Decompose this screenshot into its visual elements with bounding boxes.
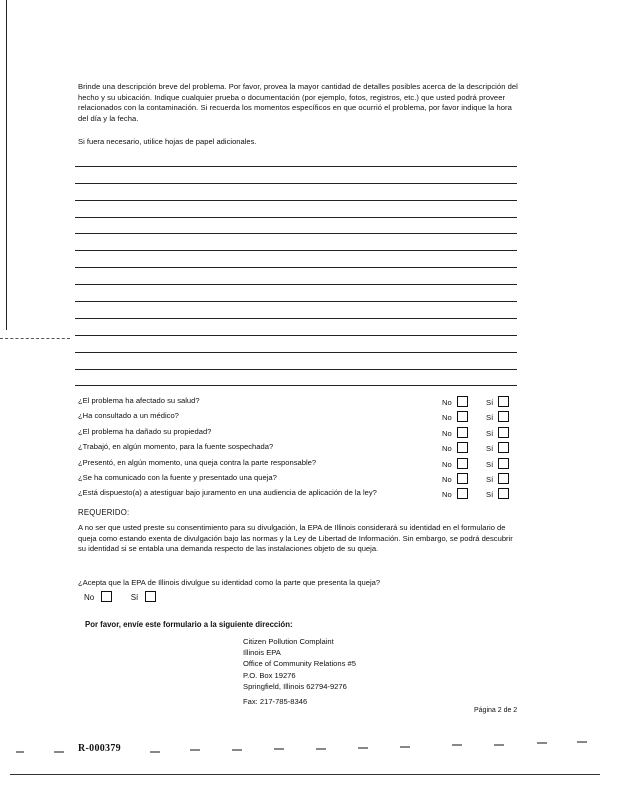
consent-si-checkbox[interactable] bbox=[145, 591, 156, 602]
no-option bbox=[442, 396, 468, 407]
si-checkbox[interactable] bbox=[498, 427, 509, 438]
address-line: Illinois EPA bbox=[243, 648, 281, 658]
no-label: No bbox=[442, 444, 452, 454]
fax-number: Fax: 217-785-8346 bbox=[243, 697, 308, 706]
left-margin-rule bbox=[6, 0, 7, 330]
answer-line[interactable] bbox=[75, 268, 517, 285]
question-row bbox=[78, 440, 518, 455]
question-row bbox=[78, 471, 518, 486]
no-option bbox=[442, 411, 468, 422]
description-answer-area[interactable] bbox=[75, 150, 517, 386]
answer-line[interactable] bbox=[75, 218, 517, 235]
answer-line[interactable] bbox=[75, 234, 517, 251]
si-option bbox=[486, 396, 509, 407]
no-checkbox[interactable] bbox=[457, 458, 468, 469]
question-text: ¿Se ha comunicado con la fuente y presentado una queja? bbox=[78, 472, 277, 482]
question-text: ¿Presentó, en algún momento, una queja contra la parte responsable? bbox=[78, 457, 317, 467]
si-checkbox[interactable] bbox=[498, 442, 509, 453]
si-label: Sí bbox=[486, 428, 494, 438]
si-label: Sí bbox=[486, 459, 494, 469]
no-checkbox[interactable] bbox=[457, 427, 468, 438]
answer-line[interactable] bbox=[75, 285, 517, 302]
consent-no-checkbox[interactable] bbox=[101, 591, 112, 602]
si-label: Sí bbox=[486, 413, 494, 423]
si-option bbox=[486, 427, 509, 438]
page-number: Página 2 de 2 bbox=[474, 707, 518, 714]
si-option bbox=[486, 488, 509, 499]
no-checkbox[interactable] bbox=[457, 396, 468, 407]
si-checkbox[interactable] bbox=[498, 396, 509, 407]
no-option bbox=[442, 488, 468, 499]
si-label: Sí bbox=[486, 474, 494, 484]
no-checkbox[interactable] bbox=[457, 411, 468, 422]
yes-no-questions bbox=[78, 394, 518, 502]
address-line: Office of Community Relations #5 bbox=[243, 659, 356, 669]
answer-line[interactable] bbox=[75, 201, 517, 218]
no-option bbox=[442, 458, 468, 469]
si-checkbox[interactable] bbox=[498, 411, 509, 422]
answer-line[interactable] bbox=[75, 370, 517, 387]
question-row bbox=[78, 394, 518, 409]
question-row bbox=[78, 486, 518, 501]
document-code: R-000379 bbox=[78, 743, 121, 754]
answer-line[interactable] bbox=[75, 302, 517, 319]
scan-dash-mark bbox=[0, 338, 70, 339]
no-option bbox=[442, 473, 468, 484]
si-checkbox[interactable] bbox=[498, 488, 509, 499]
no-option bbox=[442, 427, 468, 438]
answer-line[interactable] bbox=[75, 167, 517, 184]
consent-options bbox=[84, 591, 156, 602]
question-row bbox=[78, 425, 518, 440]
si-label: Sí bbox=[486, 444, 494, 454]
answer-line[interactable] bbox=[75, 336, 517, 353]
si-option bbox=[486, 473, 509, 484]
no-checkbox[interactable] bbox=[457, 488, 468, 499]
answer-line[interactable] bbox=[75, 184, 517, 201]
address-line: Springfield, Illinois 62794-9276 bbox=[243, 681, 347, 691]
answer-line[interactable] bbox=[75, 319, 517, 336]
mailing-instructions: Por favor, envíe este formulario a la siguiente dirección: bbox=[85, 620, 293, 629]
mailing-address bbox=[243, 636, 356, 692]
answer-line[interactable] bbox=[75, 251, 517, 268]
question-text: ¿Ha consultado a un médico? bbox=[78, 411, 179, 421]
consent-question: ¿Acepta que la EPA de Illinois divulgue su identidad como la parte que presenta la queja? bbox=[78, 578, 381, 587]
si-checkbox[interactable] bbox=[498, 473, 509, 484]
question-text: ¿El problema ha dañado su propiedad? bbox=[78, 426, 212, 436]
answer-line[interactable] bbox=[75, 150, 517, 167]
si-option bbox=[486, 411, 509, 422]
address-line: Citizen Pollution Complaint bbox=[243, 637, 334, 646]
question-text: ¿Está dispuesto(a) a atestiguar bajo juramento en una audiencia de aplicación de la ley? bbox=[78, 488, 377, 498]
no-label: No bbox=[442, 490, 452, 500]
si-checkbox[interactable] bbox=[498, 458, 509, 469]
consent-si-label: Sí bbox=[130, 593, 139, 602]
no-option bbox=[442, 442, 468, 453]
si-label: Sí bbox=[486, 490, 494, 500]
question-text: ¿El problema ha afectado su salud? bbox=[78, 396, 200, 405]
required-text: A no ser que usted preste su consentimiento para su divulgación, la EPA de Illinois considerará su identidad en el formulario de queja como estando exenta de divulgación bajo las normas y la Ley de Libertad de Información. Sin embargo, se podrá descubrir su identidad si se entabla una demanda respecto de las instalaciones objeto de su queja. bbox=[78, 523, 513, 554]
question-row bbox=[78, 456, 518, 471]
no-label: No bbox=[442, 428, 452, 438]
problem-description-instructions: Brinde una descripción breve del problema. Por favor, provea la mayor cantidad de detalles posibles acerca de la descripción del hecho y su ubicación. Indique cualquier prueba o documentación (por ejemplo, fotos, registros, etc.) que usted podrá proveer relacionados con la contaminación. Si recuerda los momentos específicos en que ocurrió el problema, por favor indique la hora del día y la fecha. bbox=[78, 82, 518, 123]
consent-no-label: No bbox=[84, 593, 95, 602]
no-label: No bbox=[442, 474, 452, 484]
question-row bbox=[78, 409, 518, 424]
address-line: P.O. Box 19276 bbox=[243, 670, 296, 680]
no-label: No bbox=[442, 398, 452, 407]
no-label: No bbox=[442, 413, 452, 423]
no-checkbox[interactable] bbox=[457, 442, 468, 453]
extra-paper-note: Si fuera necesario, utilice hojas de papel adicionales. bbox=[78, 137, 257, 146]
no-checkbox[interactable] bbox=[457, 473, 468, 484]
si-option bbox=[486, 442, 509, 453]
no-label: No bbox=[442, 459, 452, 469]
bottom-rule bbox=[10, 774, 600, 775]
si-label: Sí bbox=[486, 398, 494, 407]
required-heading: REQUERIDO: bbox=[78, 508, 130, 517]
question-text: ¿Trabajó, en algún momento, para la fuente sospechada? bbox=[78, 442, 274, 452]
answer-line[interactable] bbox=[75, 353, 517, 370]
si-option bbox=[486, 458, 509, 469]
